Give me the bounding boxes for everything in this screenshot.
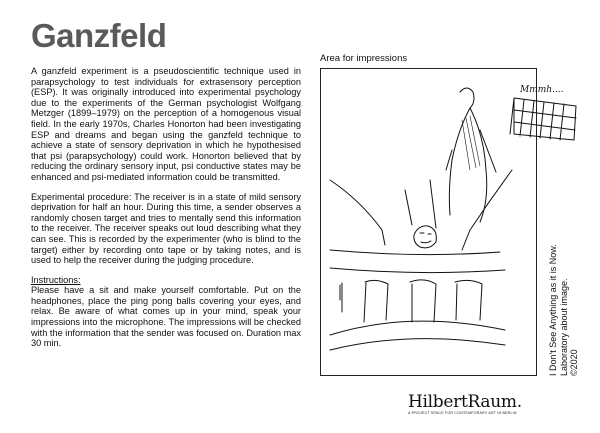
sketch-line-center <box>405 190 412 225</box>
sketch-pillars <box>340 280 482 322</box>
instructions-heading: Instructions: <box>31 274 81 285</box>
sketch-line-left <box>330 180 385 245</box>
credit-line-2: Laboratory about image. <box>558 278 569 376</box>
intro-paragraph: A ganzfeld experiment is a pseudoscientific technique used in parapsychology to test individuals for extrasensory perception (ESP). It was originally introduced into experimental psychology due to the experiments of the German psychologist Wolfgang Metzger (1899–1979) on the perception of a homogenous visual field. In the early 1970s, Charles Honorton had been investigating ESP and dreams and began using the ganzfeld technique to achieve a state of sensory deprivation in which he hypothesised that psi (parapsychology) could work. Honorton believed that by reducing the ordinary sensory input, psi conductive states may be enhanced and psi-mediated information could be transmitted. <box>31 66 301 182</box>
credit-line-1: I Don't See Anything as it is Now. <box>548 244 558 376</box>
sketch-curve-2 <box>330 339 505 350</box>
credit-line-3: ©2020 <box>569 349 579 376</box>
sketch-line-center2 <box>430 180 436 228</box>
impressions-area-label: Area for impressions <box>320 53 408 64</box>
page-title: Ganzfeld <box>31 17 167 54</box>
sketch-horizon-1 <box>330 250 500 255</box>
hilbertraum-logo: HilbertRaum. <box>408 392 522 412</box>
instructions-text: Please have a sit and make yourself comfortable. Put on the headphones, place the ping pong balls covering your eyes, and relax. Be aware of what comes up in your mind, speak your impressions into the microphone. The impressions will be checked with the information that the sender was focused on. Duration max 30 min. <box>31 285 301 349</box>
sketch-net <box>510 98 576 140</box>
logo-tagline: A PROJECT SPACE FOR CONTEMPORARY ART IN BERLIN <box>408 411 517 415</box>
exhibition-credit <box>548 244 580 376</box>
sketch-horizon-2 <box>330 268 505 273</box>
sketch-figure <box>446 88 496 222</box>
sketch-curve-1 <box>330 321 505 335</box>
sketch-face <box>414 226 436 248</box>
sketch-text: Mmmh.... <box>520 85 564 95</box>
procedure-paragraph: Experimental procedure: The receiver is in a state of mild sensory deprivation for half an hour. During this time, a sender observes a randomly chosen target and tries to mentally send this information to the receiver. The receiver speaks out loud describing what they can see. This is recorded by the experimenter (who is blind to the target) either by recording onto tape or by taking notes, and is used to help the receiver during the judging procedure. <box>31 191 301 266</box>
